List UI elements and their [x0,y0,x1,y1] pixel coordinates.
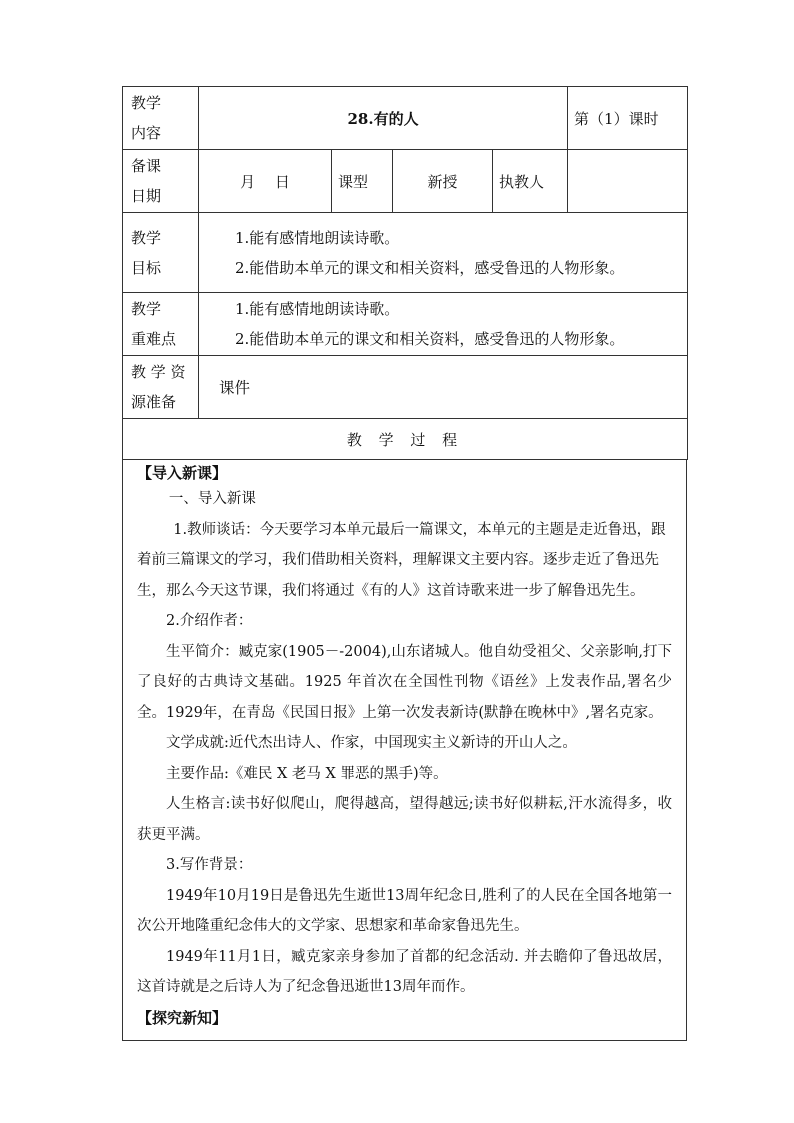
paragraph: 1.教师谈话：今天要学习本单元最后一篇课文，本单元的主题是走近鲁迅，跟着前三篇课文的学习，我们借助相关资料，理解课文主要内容。逐步走近了鲁迅先生，那么今天这节课，我们将通过《有的人》这首诗歌来进一步了解鲁迅先生。 [137,521,666,599]
key-point-item: 1.能有感情地朗读诗歌。 [235,300,400,318]
section-heading-explore: 【探究新知】 [137,1008,228,1027]
subheading-intro: 一、导入新课 [168,491,256,507]
subheading-author: 2.介绍作者： [166,613,253,629]
lesson-period: 第（1）课时 [568,87,688,150]
paragraph: 人生格言:读书好似爬山，爬得越高，望得越远;读书好似耕耘,汗水流得多，收获更平满。 [137,796,672,843]
teaching-content-label: 教学 内容 [123,87,199,150]
key-points-list [199,293,688,356]
teacher-label: 执教人 [493,150,568,213]
key-points-label: 教学 重难点 [123,293,199,356]
prep-date-value: 月 日 [199,150,332,213]
key-point-item: 2.能借助本单元的课文和相关资料，感受鲁迅的人物形象。 [235,330,625,348]
teaching-process-content [122,460,687,1041]
lesson-type-value: 新授 [393,150,493,213]
paragraph: 生平简介：臧克家(1905－-2004),山东诸城人。他自幼受祖父、父亲影响,打下了良好的古典诗文基础。1925 年首次在全国性刊物《语丝》上发表作品,署名少全。1929年，在青岛《民国日报》上第一次发表新诗(默静在晚林中》,署名克家。 [137,643,672,721]
prep-date-label: 备课 日期 [123,150,199,213]
lesson-info-table [122,86,688,460]
process-title: 教 学 过 程 [123,419,688,460]
goal-item: 2.能借助本单元的课文和相关资料，感受鲁迅的人物形象。 [235,258,625,277]
resource-label: 教 学 资 源准备 [123,356,199,419]
paragraph: 1949年10月19日是鲁迅先生逝世13周年纪念日,胜利了的人民在全国各地第一次公开地隆重纪念伟大的文学家、思想家和革命家鲁迅先生。 [137,887,672,934]
paragraph: 主要作品:《难民 X 老马 X 罪恶的黑手)等。 [166,765,448,782]
lesson-title: 28.有的人 [199,87,568,150]
goal-label: 教学 目标 [123,213,199,293]
resource-value: 课件 [199,356,688,419]
lesson-plan-page [122,86,687,1041]
teacher-value [568,150,688,213]
lesson-type-label: 课型 [332,150,393,213]
goal-list [199,213,688,293]
paragraph: 1949年11月1日，臧克家亲身参加了首都的纪念活动. 并去瞻仰了鲁迅故居，这首诗就是之后诗人为了纪念鲁迅逝世13周年而作。 [137,948,672,995]
subheading-background: 3.写作背景： [166,857,253,873]
paragraph: 文学成就:近代杰出诗人、作家，中国现实主义新诗的开山人之。 [166,735,577,751]
section-heading-intro: 【导入新课】 [137,464,228,482]
goal-item: 1.能有感情地朗读诗歌。 [235,228,400,247]
